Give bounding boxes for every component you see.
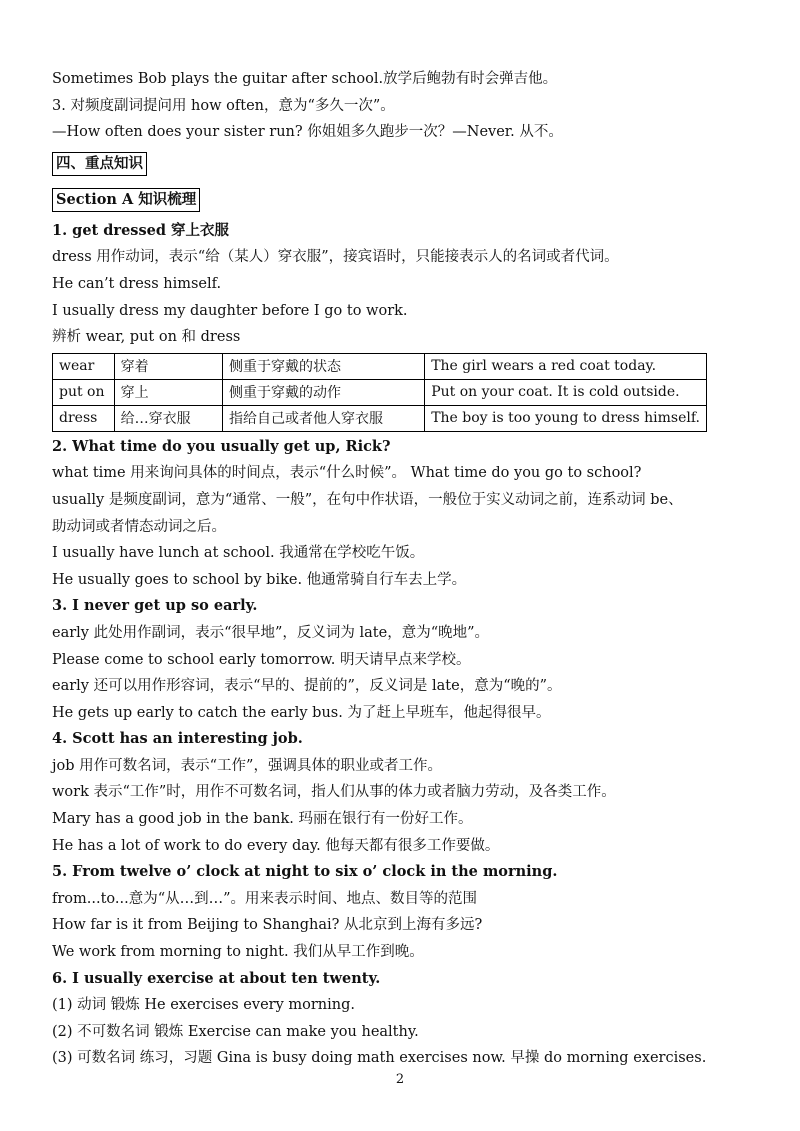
table-cell: wear: [53, 353, 115, 379]
intro-line: Sometimes Bob plays the guitar after school.放学后鲍勃有时会弹吉他。: [52, 71, 558, 87]
point-title: 4. Scott has an interesting job.: [52, 730, 303, 748]
point-line: from...to...意为“从…到…”。用来表示时间、地点、数目等的范围: [52, 890, 478, 907]
table-cell: 指给自己或者他人穿衣服: [222, 405, 424, 431]
table-cell: 穿上: [114, 379, 222, 405]
point-line: He usually goes to school by bike. 他通常骑自行车去上学。: [52, 571, 467, 588]
point-title: 6. I usually exercise at about ten twenty.: [52, 969, 381, 987]
point-title: 5. From twelve o’ clock at night to six o’ clock in the morning.: [52, 863, 558, 881]
point-line: Please come to school early tomorrow. 明天请早点来学校。: [52, 651, 471, 668]
table-cell: dress: [53, 405, 115, 431]
table-cell: 侧重于穿戴的状态: [222, 353, 424, 379]
point-line: job 用作可数名词，表示“工作”，强调具体的职业或者工作。: [52, 757, 442, 774]
point-title: 1. get dressed 穿上衣服: [52, 221, 230, 239]
intro-line: —How often does your sister run? 你姐姐多久跑步一次？—Never. 从不。: [52, 124, 563, 141]
point-line: How far is it from Beijing to Shanghai? 从北京到上海有多远?: [52, 917, 483, 934]
point-line: early 此处用作副词，表示“很早地”，反义词为 late，意为“晚地”。: [52, 624, 490, 641]
point-line: (2) 不可数名词 锻炼 Exercise can make you healthy.: [52, 1023, 419, 1040]
point-line: 辨析 wear, put on 和 dress: [52, 329, 241, 346]
point-line: He gets up early to catch the early bus. 为了赶上早班车，他起得很早。: [52, 704, 551, 721]
table-cell: 侧重于穿戴的动作: [222, 379, 424, 405]
point-title: 2. What time do you usually get up, Rick?: [52, 437, 391, 455]
point-line: I usually dress my daughter before I go to work.: [52, 302, 408, 319]
table-cell: The girl wears a red coat today.: [425, 353, 707, 379]
point-line: work 表示“工作”时，用作不可数名词，指人们从事的体力或者脑力劳动，及各类工作。: [52, 784, 616, 801]
point-line: He can’t dress himself.: [52, 275, 222, 292]
section-heading-wrap: [52, 146, 762, 182]
point-line: Mary has a good job in the bank. 玛丽在银行有一份好工作。: [52, 811, 473, 828]
subsection-heading-wrap: [52, 182, 762, 218]
point-line: (3) 可数名词 练习，习题 Gina is busy doing math exercises now. 早操 do morning exercises.: [52, 1050, 707, 1067]
point-line: (1) 动词 锻炼 He exercises every morning.: [52, 997, 356, 1014]
document-body: [52, 66, 762, 1072]
point-line: usually 是频度副词，意为“通常、一般”，在句中作状语，一般位于实义动词之前，连系动词 be、: [52, 491, 683, 508]
table-cell: Put on your coat. It is cold outside.: [425, 379, 707, 405]
point-line: what time 用来询问具体的时间点，表示“什么时候”。 What time do you go to school?: [52, 465, 642, 482]
subsection-heading: Section A 知识梳理: [52, 188, 200, 212]
intro-line: 3. 对频度副词提问用 how often，意为“多久一次”。: [52, 97, 395, 114]
comparison-table: [52, 353, 707, 432]
point-line: dress 用作动词，表示“给（某人）穿衣服”，接宾语时，只能接表示人的名词或者代词。: [52, 249, 619, 266]
table-cell: The boy is too young to dress himself.: [425, 405, 707, 431]
table-cell: 给…穿衣服: [114, 405, 222, 431]
section-heading: 四、重点知识: [52, 152, 147, 176]
point-line: I usually have lunch at school. 我通常在学校吃午饭。: [52, 545, 425, 562]
page-number: 2: [395, 1072, 405, 1087]
point-title: 3. I never get up so early.: [52, 597, 258, 615]
table-cell: put on: [53, 379, 115, 405]
table-row: [53, 405, 707, 431]
point-line: 助动词或者情态动词之后。: [52, 518, 226, 535]
point-line: We work from morning to night. 我们从早工作到晚。: [52, 944, 424, 961]
table-row: [53, 353, 707, 379]
point-line: early 还可以用作形容词，表示“早的、提前的”，反义词是 late，意为“晚的”。: [52, 678, 562, 695]
table-cell: 穿着: [114, 353, 222, 379]
point-line: He has a lot of work to do every day. 他每天都有很多工作要做。: [52, 837, 500, 854]
table-row: [53, 379, 707, 405]
